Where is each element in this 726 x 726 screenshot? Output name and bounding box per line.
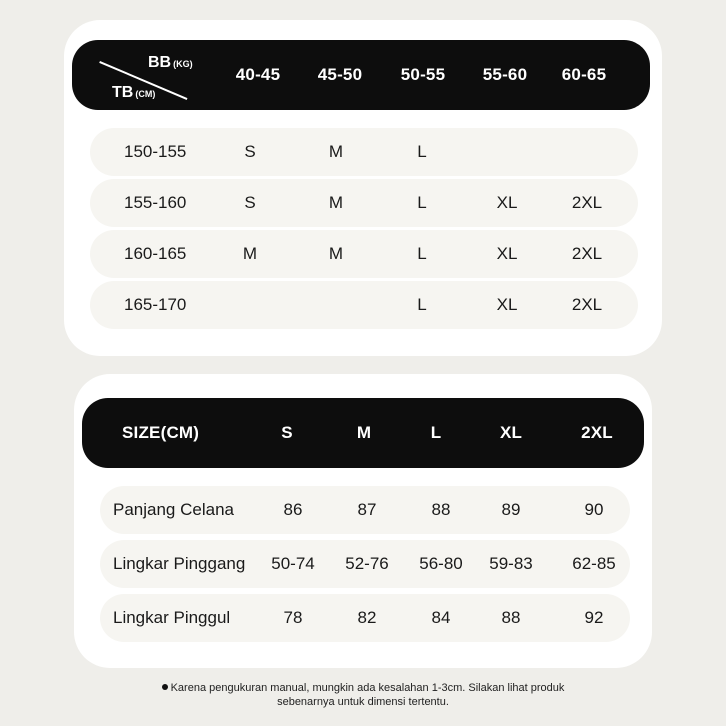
footnote-line-2: sebenarnya untuk dimensi tertentu. — [277, 696, 449, 708]
measurement-value: 62-85 — [572, 554, 616, 573]
tb-unit: (CM) — [135, 89, 156, 99]
size-table-header — [82, 398, 644, 468]
bb-unit: (KG) — [173, 59, 193, 69]
measurement-value: 92 — [584, 608, 604, 627]
weight-table-header — [72, 40, 650, 110]
bb-label: BB (KG) — [148, 54, 193, 71]
measurement-value: 87 — [357, 500, 377, 519]
size-cell: M — [328, 193, 344, 212]
weight-col-header: 40-45 — [235, 65, 281, 84]
size-measurement-card — [74, 374, 652, 668]
footnote-line-1 — [0, 681, 726, 695]
height-range: 165-170 — [124, 295, 187, 314]
header-corner — [72, 40, 202, 110]
size-cell: XL — [496, 193, 518, 212]
measurement-value: 52-76 — [345, 554, 389, 573]
measurement-value: 88 — [431, 500, 451, 519]
size-col-header: L — [430, 423, 442, 442]
bullet-icon — [162, 684, 168, 690]
weight-col-header: 60-65 — [561, 65, 607, 84]
size-col-header: XL — [499, 423, 523, 442]
table-row — [100, 486, 630, 534]
measurement-value: 50-74 — [271, 554, 315, 573]
size-cell: 2XL — [571, 295, 603, 314]
size-cell: S — [244, 193, 256, 212]
footnote-text-1: Karena pengukuran manual, mungkin ada kesalahan 1-3cm. Silakan lihat produk — [170, 682, 565, 694]
height-range: 155-160 — [124, 193, 187, 212]
table-row — [100, 594, 630, 642]
size-col-header: 2XL — [581, 423, 613, 442]
weight-height-size-card — [64, 20, 662, 356]
measurement-value: 78 — [283, 608, 303, 627]
size-cell: M — [242, 244, 258, 263]
size-cell: L — [417, 142, 427, 161]
height-range: 160-165 — [124, 244, 187, 263]
footnote — [0, 681, 726, 709]
measurement-value: 56-80 — [419, 554, 463, 573]
size-cell: L — [417, 193, 427, 212]
tb-label: TB (CM) — [112, 84, 156, 101]
size-cell: XL — [496, 295, 518, 314]
height-range: 150-155 — [124, 142, 187, 161]
measurement-value: 89 — [501, 500, 521, 519]
measurement-value: 86 — [283, 500, 303, 519]
size-cell: XL — [496, 244, 518, 263]
measurement-label: Lingkar Pinggul — [113, 608, 231, 627]
measurement-value: 90 — [584, 500, 604, 519]
size-cell: L — [417, 295, 427, 314]
size-cell: 2XL — [571, 193, 603, 212]
measurement-value: 88 — [501, 608, 521, 627]
measurement-value: 59-83 — [489, 554, 533, 573]
table-row — [90, 128, 638, 176]
size-col-header: S — [281, 423, 293, 442]
table-row — [90, 179, 638, 227]
size-cell: M — [328, 244, 344, 263]
size-col-header: M — [356, 423, 372, 442]
weight-col-header: 55-60 — [482, 65, 528, 84]
measurement-label: Lingkar Pinggang — [113, 554, 246, 573]
size-cell: 2XL — [571, 244, 603, 263]
measurement-label: Panjang Celana — [113, 500, 234, 519]
weight-col-header: 50-55 — [400, 65, 446, 84]
table-row — [90, 281, 638, 329]
table-row — [90, 230, 638, 278]
size-cm-label: SIZE(CM) — [122, 423, 200, 442]
size-cell: M — [328, 142, 344, 161]
table-row — [100, 540, 630, 588]
weight-col-header: 45-50 — [317, 65, 363, 84]
measurement-value: 82 — [357, 608, 377, 627]
measurement-value: 84 — [431, 608, 451, 627]
size-cell: L — [417, 244, 427, 263]
size-cell: S — [244, 142, 256, 161]
